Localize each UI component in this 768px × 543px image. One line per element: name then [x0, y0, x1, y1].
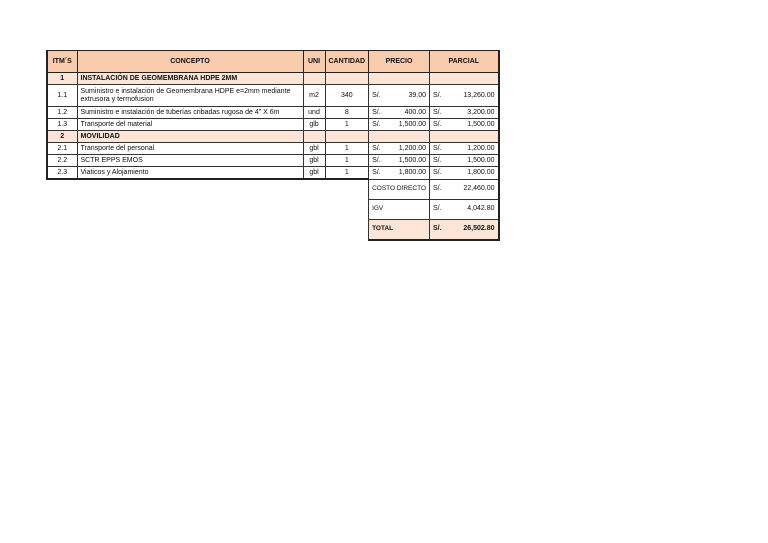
currency-symbol: S/.: [372, 168, 381, 176]
item-number: 1.3: [47, 119, 77, 131]
summary-value: [430, 179, 499, 199]
item-unit: gbl: [303, 143, 325, 155]
item-price-value: 400.00: [404, 108, 426, 116]
section-empty-unit: [303, 131, 325, 143]
item-quantity: 1: [325, 143, 369, 155]
item-quantity: 8: [325, 107, 369, 119]
summary-value-wrap: [433, 185, 495, 193]
item-quantity: 1: [325, 119, 369, 131]
item-number: 2.1: [47, 143, 77, 155]
section-title: MOVILIDAD: [77, 131, 303, 143]
currency-symbol: S/.: [433, 205, 442, 212]
item-price-wrap: [372, 109, 426, 117]
currency-symbol: S/.: [433, 108, 442, 116]
section-row: [47, 131, 499, 143]
item-partial-wrap: [433, 121, 495, 129]
item-partial-value: 1,800.00: [467, 168, 495, 176]
header-concept: CONCEPTO: [77, 51, 303, 73]
header-partial: PARCIAL: [430, 51, 499, 73]
table-row: [47, 107, 499, 119]
summary-value-value: 4,042.80: [467, 205, 495, 212]
section-empty-qty: [325, 73, 369, 85]
item-description: Suministro e instalación de Geomembrana HDPE e=2mm mediante extrusora y termofusion: [77, 85, 303, 107]
item-price-wrap: [372, 169, 426, 177]
item-quantity: 1: [325, 167, 369, 180]
section-empty-partial: [430, 131, 499, 143]
currency-symbol: S/.: [372, 108, 381, 116]
currency-symbol: S/.: [372, 120, 381, 128]
currency-symbol: S/.: [433, 91, 442, 99]
summary-row: [47, 199, 499, 219]
item-partial-wrap: [433, 169, 495, 177]
item-description: Viaticos y Alojamiento: [77, 167, 303, 180]
table-row: [47, 85, 499, 107]
summary-value-value: 26,502.80: [463, 225, 495, 232]
section-empty-unit: [303, 73, 325, 85]
item-partial: [430, 155, 499, 167]
header-row: [47, 51, 499, 73]
item-unit: gbl: [303, 167, 325, 180]
currency-symbol: S/.: [433, 168, 442, 176]
section-number: 1: [47, 73, 77, 85]
item-number: 1.1: [47, 85, 77, 107]
section-number: 2: [47, 131, 77, 143]
item-partial-value: 3,200.00: [467, 108, 495, 116]
summary-row: [47, 179, 499, 199]
section-empty-price: [369, 131, 430, 143]
item-number: 2.2: [47, 155, 77, 167]
item-number: 1.2: [47, 107, 77, 119]
item-unit: gbl: [303, 155, 325, 167]
item-price-value: 1,800.00: [398, 168, 426, 176]
item-partial-value: 13,260.00: [463, 91, 495, 99]
item-price-value: 39.00: [408, 91, 426, 99]
item-partial-wrap: [433, 109, 495, 117]
item-quantity: 1: [325, 155, 369, 167]
header-item: ITM´S: [47, 51, 77, 73]
item-description: Suministro e instalación de tuberías cribadas rugosa de 4" X 6m: [77, 107, 303, 119]
item-unit: und: [303, 107, 325, 119]
section-title: INSTALACIÓN DE GEOMEMBRANA HDPE 2MM: [77, 73, 303, 85]
currency-symbol: S/.: [372, 144, 381, 152]
item-price: [369, 167, 430, 180]
item-price-wrap: [372, 145, 426, 153]
item-unit: m2: [303, 85, 325, 107]
item-price: [369, 143, 430, 155]
item-price: [369, 119, 430, 131]
section-empty-price: [369, 73, 430, 85]
summary-label: TOTAL: [369, 219, 430, 240]
summary-label: COSTO DIRECTO: [369, 179, 430, 199]
currency-symbol: S/.: [433, 185, 442, 192]
currency-symbol: S/.: [433, 144, 442, 152]
item-description: SCTR EPPS EMOS: [77, 155, 303, 167]
summary-label: IGV: [369, 199, 430, 219]
summary-total-row: [47, 219, 499, 240]
item-partial-value: 1,500.00: [467, 156, 495, 164]
item-price: [369, 85, 430, 107]
table-row: [47, 155, 499, 167]
item-partial: [430, 107, 499, 119]
summary-spacer: [47, 199, 369, 219]
item-price-wrap: [372, 157, 426, 165]
summary-rows: [47, 179, 499, 240]
summary-spacer: [47, 179, 369, 199]
item-price-wrap: [372, 121, 426, 129]
currency-symbol: S/.: [433, 156, 442, 164]
currency-symbol: S/.: [433, 225, 442, 232]
item-description: Transporte del personal: [77, 143, 303, 155]
budget-rows: [47, 73, 499, 180]
section-empty-partial: [430, 73, 499, 85]
item-price-wrap: [372, 92, 426, 100]
header-unit: UNI: [303, 51, 325, 73]
item-number: 2.3: [47, 167, 77, 180]
summary-value-value: 22,460.00: [463, 185, 495, 192]
table-row: [47, 119, 499, 131]
item-price: [369, 107, 430, 119]
item-price-value: 1,200.00: [398, 144, 426, 152]
item-quantity: 340: [325, 85, 369, 107]
item-partial-wrap: [433, 145, 495, 153]
item-price-value: 1,500.00: [398, 120, 426, 128]
header-price: PRECIO: [369, 51, 430, 73]
summary-value-wrap: [433, 205, 495, 213]
table-row: [47, 167, 499, 180]
item-partial-wrap: [433, 92, 495, 100]
budget-table: [46, 50, 500, 241]
item-partial-wrap: [433, 157, 495, 165]
summary-value-wrap: [433, 225, 495, 233]
currency-symbol: S/.: [372, 156, 381, 164]
currency-symbol: S/.: [372, 91, 381, 99]
item-partial: [430, 119, 499, 131]
item-partial: [430, 143, 499, 155]
item-price: [369, 155, 430, 167]
currency-symbol: S/.: [433, 120, 442, 128]
summary-value: [430, 199, 499, 219]
header-qty: CANTIDAD: [325, 51, 369, 73]
section-row: [47, 73, 499, 85]
section-empty-qty: [325, 131, 369, 143]
item-unit: glb: [303, 119, 325, 131]
summary-spacer: [47, 219, 369, 240]
item-partial-value: 1,500.00: [467, 120, 495, 128]
item-price-value: 1,500.00: [398, 156, 426, 164]
table-row: [47, 143, 499, 155]
summary-value: [430, 219, 499, 240]
item-partial-value: 1,200.00: [467, 144, 495, 152]
item-partial: [430, 167, 499, 180]
item-partial: [430, 85, 499, 107]
item-description: Transporte del material: [77, 119, 303, 131]
